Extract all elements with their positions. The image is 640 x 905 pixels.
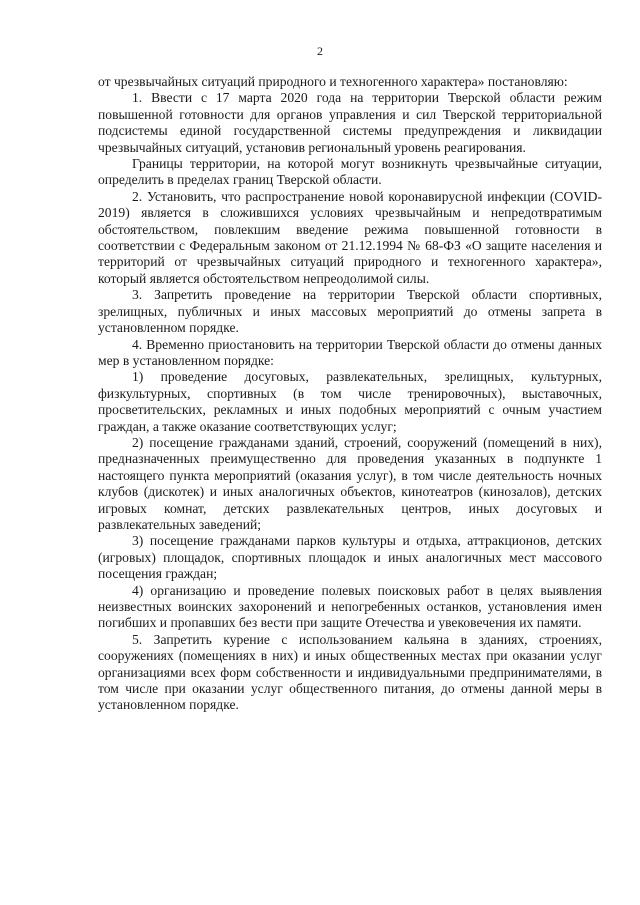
paragraph-1: 1. Ввести с 17 марта 2020 года на территории Тверской области режим повышенной готовности для органов управления и сил Тверской территориальной подсистемы единой государственной системы предупреждения и ликвидации чрезвычайных ситуаций, установив региональный уровень реагирования. <box>98 90 602 155</box>
paragraph-4-item-2: 2) посещение гражданами зданий, строений, сооружений (помещений в них), предназначенных преимущественно для проведения указанных в подпункте 1 настоящего пункта мероприятий (оказания услуг), в том числе деятельность ночных клубов (дискотек) и иных аналогичных объектов, кинотеатров (кинозалов), детских игровых комнат, детских развлекательных центров, иных досуговых и развлекательных заведений; <box>98 434 602 532</box>
paragraph-4: 4. Временно приостановить на территории Тверской области до отмены данных мер в установленном порядке: <box>98 336 602 368</box>
paragraph-2: 2. Установить, что распространение новой коронавирусной инфекции (COVID-2019) является в сложившихся условиях чрезвычайным и непредотвратимым обстоятельством, повлекшим введение режима повышенной готовности в соответствии с Федеральным законом от 21.12.1994 № 68-ФЗ «О защите населения и территорий от чрезвычайных ситуаций природного и техногенного характера», который является обстоятельством непреодолимой силы. <box>98 188 602 286</box>
paragraph-4-item-1: 1) проведение досуговых, развлекательных, зрелищных, культурных, физкультурных, спортивных (в том числе тренировочных), выставочных, просветительских, рекламных и иных подобных мероприятий с очным участием граждан, а также оказание соответствующих услуг; <box>98 369 602 434</box>
paragraph-1-boundaries: Границы территории, на которой могут возникнуть чрезвычайные ситуации, определить в пределах границ Тверской области. <box>98 156 602 188</box>
page-number: 2 <box>317 44 323 58</box>
paragraph-3: 3. Запретить проведение на территории Тверской области спортивных, зрелищных, публичных и иных массовых мероприятий до отмены запрета в установленном порядке. <box>98 287 602 336</box>
paragraph-4-item-3: 3) посещение гражданами парков культуры и отдыха, аттракционов, детских (игровых) площадок, спортивных площадок и иных аналогичных мест массового посещения граждан; <box>98 533 602 582</box>
paragraph-4-item-4: 4) организацию и проведение полевых поисковых работ в целях выявления неизвестных воинских захоронений и непогребенных останков, установления имен погибших и пропавших без вести при защите Отечества и увековечения их памяти. <box>98 582 602 631</box>
document-body <box>98 74 602 714</box>
paragraph-intro: от чрезвычайных ситуаций природного и техногенного характера» постановляю: <box>98 74 568 89</box>
paragraph-5: 5. Запретить курение с использованием кальяна в зданиях, строениях, сооружениях (помещениях в них) и иных общественных местах при оказании услуг организациями всех форм собственности и индивидуальными предпринимателями, в том числе при оказании услуг общественного питания, до отмены данной меры в установленном порядке. <box>98 631 602 713</box>
